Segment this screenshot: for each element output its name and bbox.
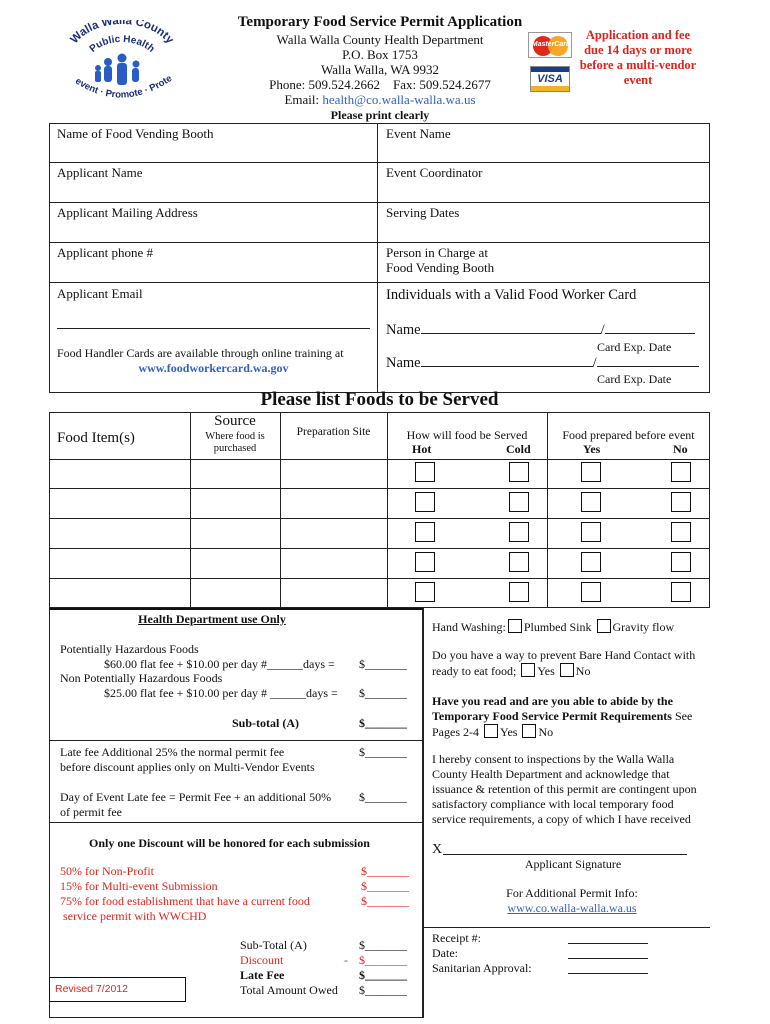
- bare-hand-yes-label: Yes: [537, 664, 555, 678]
- gravity-flow-label: Gravity flow: [612, 620, 675, 634]
- receipt-line[interactable]: [568, 943, 648, 944]
- sanitarian-label: Sanitarian Approval:: [432, 961, 532, 975]
- no-checkbox[interactable]: [671, 522, 691, 542]
- date-line[interactable]: [568, 958, 648, 959]
- foods-heading: Please list Foods to be Served: [260, 389, 499, 410]
- consent-text: [432, 752, 697, 827]
- col-yes: Yes: [583, 442, 601, 456]
- person-in-charge-field[interactable]: [386, 245, 494, 275]
- booth-name-field[interactable]: Name of Food Vending Booth: [57, 126, 214, 141]
- additional-info-label: For Additional Permit Info:: [506, 886, 638, 900]
- city: Walla Walla, WA 9932: [320, 62, 439, 77]
- disc-nonprofit: 50% for Non-Profit: [60, 864, 154, 878]
- discount-minus: -: [344, 953, 348, 967]
- card-exp-label-2: Card Exp. Date: [597, 372, 672, 386]
- visa-logo: [530, 66, 570, 92]
- hot-checkbox[interactable]: [415, 522, 435, 542]
- cold-checkbox[interactable]: [509, 462, 529, 482]
- disc-current-permit: 75% for food establishment that have a current food: [60, 894, 310, 908]
- yes-checkbox[interactable]: [581, 552, 601, 572]
- late-line1: Late fee Additional 25% the normal permit fee: [60, 745, 285, 759]
- notice-line2: due 14 days or more: [584, 43, 692, 57]
- bare-hand-line2: ready to eat food;: [432, 664, 517, 678]
- no-checkbox[interactable]: [671, 552, 691, 572]
- no-checkbox[interactable]: [671, 492, 691, 512]
- serving-dates-field[interactable]: Serving Dates: [386, 205, 460, 220]
- abide-no-checkbox[interactable]: [522, 724, 536, 738]
- consent-line3: issuance & retention of this permit are contingent upon: [432, 782, 697, 796]
- discount-label: Discount: [240, 953, 284, 967]
- slash-2: /: [592, 355, 597, 371]
- consent-line4: satisfactory compliance with local temporary food: [432, 797, 674, 811]
- late-fee-amount[interactable]: $_______: [359, 745, 407, 759]
- day-of-text: [60, 790, 331, 820]
- yes-checkbox[interactable]: [581, 522, 601, 542]
- notice-line3: before a multi-vendor: [579, 58, 697, 72]
- totals-amounts: [359, 938, 407, 998]
- permit-info-link[interactable]: www.co.walla-walla.wa.us: [507, 901, 637, 915]
- email-label: Email:: [284, 92, 320, 107]
- county-logo: [60, 20, 182, 110]
- abide-yes-label: Yes: [500, 725, 518, 739]
- nphf-fee: $25.00 flat fee + $10.00 per day # ______days =: [104, 686, 338, 700]
- subtotal-a-label: Sub-total (A): [232, 716, 300, 730]
- abide-yes-checkbox[interactable]: [484, 724, 498, 738]
- consent-line5: service requirements, a copy of which I have received: [432, 812, 691, 826]
- source-sub1: Where food is: [205, 431, 265, 442]
- cold-checkbox[interactable]: [509, 522, 529, 542]
- mastercard-text: MasterCard: [531, 41, 571, 48]
- po-box: P.O. Box 1753: [342, 47, 418, 62]
- email-line: [170, 92, 590, 108]
- disc-amount-2[interactable]: $_______: [361, 879, 409, 893]
- bare-hand-question: [432, 648, 695, 679]
- revised-text: Revised 7/2012: [55, 983, 128, 995]
- consent-line1: I hereby consent to inspections by the Walla Walla: [432, 752, 675, 766]
- subtotal-a-amount[interactable]: $_______: [359, 716, 407, 730]
- subtotal-a2-label: Sub-Total (A): [240, 938, 307, 952]
- day-of-amount[interactable]: $_______: [359, 790, 407, 804]
- total-owed-amount[interactable]: $_______: [359, 983, 407, 997]
- late-fee-label: Late Fee: [240, 968, 285, 982]
- sanitarian-line[interactable]: [568, 973, 648, 974]
- plumbed-sink-label: Plumbed Sink: [523, 620, 592, 634]
- no-checkbox[interactable]: [671, 582, 691, 602]
- disc-amount-1[interactable]: $_______: [361, 864, 409, 878]
- receipt-label: Receipt #:: [432, 931, 481, 945]
- yes-checkbox[interactable]: [581, 582, 601, 602]
- totals-labels: [240, 938, 338, 998]
- hand-washing-row: [432, 619, 674, 635]
- phf-amount[interactable]: $_______: [359, 657, 407, 671]
- cold-checkbox[interactable]: [509, 492, 529, 512]
- event-coordinator-field[interactable]: Event Coordinator: [386, 165, 483, 180]
- pic-line1: Person in Charge at: [386, 245, 488, 260]
- discount-list: [60, 864, 310, 924]
- dept-use-title: Health Department use Only: [138, 612, 286, 626]
- fax-text: Fax: 509.524.2677: [393, 77, 491, 92]
- individuals-heading: Individuals with a Valid Food Worker Card: [386, 287, 637, 303]
- no-checkbox[interactable]: [671, 462, 691, 482]
- phone-text: Phone: 509.524.2662: [269, 77, 380, 92]
- late-fee-total-amount[interactable]: $_______: [359, 968, 407, 982]
- yes-checkbox[interactable]: [581, 462, 601, 482]
- abide-pages: Pages 2-4: [432, 725, 479, 739]
- col-source-sub: [190, 431, 280, 455]
- email-link[interactable]: health@co.walla-walla.wa.us: [322, 92, 476, 107]
- signature-label: Applicant Signature: [524, 857, 622, 871]
- visa-text: VISA: [537, 73, 563, 85]
- discount-title: Only one Discount will be honored for each submission: [89, 836, 370, 850]
- disc-current-permit-2: service permit with WWCHD: [63, 909, 207, 923]
- plumbed-sink-checkbox[interactable]: [508, 619, 522, 633]
- disc-amount-3[interactable]: $_______: [361, 894, 409, 908]
- notice-line1: Application and fee: [585, 28, 691, 42]
- logo-graphic: [60, 20, 182, 110]
- bare-hand-no-checkbox[interactable]: [560, 663, 574, 677]
- signature-x: X: [432, 842, 443, 857]
- abide-line1: Have you read and are you able to abide by the: [432, 694, 673, 708]
- logo-arc-top: Walla Walla County: [68, 20, 176, 47]
- svg-text:Public Health: [88, 34, 157, 55]
- disc-multievent: 15% for Multi-event Submission: [60, 879, 218, 893]
- cold-checkbox[interactable]: [509, 552, 529, 572]
- applicant-phone-field[interactable]: Applicant phone #: [57, 245, 154, 260]
- discount-amount[interactable]: $_______: [359, 953, 407, 967]
- col-prepared-before: Food prepared before event: [562, 428, 695, 442]
- date-label: Date:: [432, 946, 458, 960]
- phf-label: Potentially Hazardous Foods: [60, 642, 199, 656]
- col-cold: Cold: [506, 442, 531, 456]
- nphf-label: Non Potentially Hazardous Foods: [60, 671, 223, 685]
- col-source: Source: [214, 413, 256, 429]
- bare-hand-line1: Do you have a way to prevent Bare Hand Contact with: [432, 648, 696, 662]
- name-label-1: Name: [386, 322, 421, 338]
- print-clearly: Please print clearly: [330, 108, 430, 122]
- mastercard-logo: [528, 32, 572, 58]
- col-food-item: Food Item(s): [57, 430, 135, 446]
- notice-line4: event: [623, 73, 653, 87]
- bare-hand-yes-checkbox[interactable]: [521, 663, 535, 677]
- gravity-flow-checkbox[interactable]: [597, 619, 611, 633]
- abide-line2: Temporary Food Service Permit Requirements: [432, 709, 672, 723]
- col-no: No: [673, 442, 688, 456]
- applicant-email-field[interactable]: Applicant Email: [57, 286, 143, 301]
- hot-checkbox[interactable]: [415, 552, 435, 572]
- form-title: Temporary Food Service Permit Application: [237, 14, 523, 30]
- late-line2: before discount applies only on Multi-Vendor Events: [60, 760, 315, 774]
- cold-checkbox[interactable]: [509, 582, 529, 602]
- card-exp-label-1: Card Exp. Date: [597, 340, 672, 354]
- hot-checkbox[interactable]: [415, 462, 435, 482]
- hot-checkbox[interactable]: [415, 492, 435, 512]
- total-owed-label: Total Amount Owed: [240, 983, 338, 997]
- source-sub2: purchased: [213, 443, 257, 454]
- phf-fee: $60.00 flat fee + $10.00 per day #______days =: [104, 657, 335, 671]
- col-prep-site: Preparation Site: [296, 426, 371, 438]
- mailing-address-field[interactable]: Applicant Mailing Address: [57, 205, 198, 220]
- revised-box: [49, 977, 186, 1002]
- dayof-line2: of permit fee: [60, 805, 122, 819]
- signature-line[interactable]: [443, 854, 687, 855]
- email-underline[interactable]: [57, 328, 370, 329]
- dept-name: Walla Walla County Health Department: [276, 32, 484, 47]
- late-fee-text: [60, 745, 315, 775]
- bare-hand-no-label: No: [575, 664, 591, 678]
- discount-amounts: [361, 864, 409, 909]
- due-notice: [574, 28, 702, 88]
- pic-line2: Food Vending Booth: [386, 260, 495, 275]
- event-name-field[interactable]: Event Name: [386, 126, 451, 141]
- phone-fax: [170, 77, 590, 93]
- abide-question: [432, 694, 692, 740]
- yes-checkbox[interactable]: [581, 492, 601, 512]
- nphf-amount[interactable]: $_______: [359, 686, 407, 700]
- consent-line2: County Health Department and acknowledge that: [432, 767, 670, 781]
- dayof-line1: Day of Event Late fee = Permit Fee + an additional 50%: [60, 790, 332, 804]
- hot-checkbox[interactable]: [415, 582, 435, 602]
- worker-name-1[interactable]: [386, 322, 695, 339]
- logo-arc-bottom: event · Promote · Prote: [73, 72, 175, 101]
- col-hot: Hot: [412, 442, 432, 456]
- hand-washing-label: Hand Washing:: [432, 620, 506, 634]
- slash-1: /: [600, 322, 605, 338]
- worker-name-2[interactable]: [386, 355, 699, 372]
- applicant-name-field[interactable]: Applicant Name: [57, 165, 143, 180]
- name-label-2: Name: [386, 355, 421, 371]
- subtotal-a2-amount[interactable]: $_______: [359, 938, 407, 952]
- abide-see: See: [674, 709, 693, 723]
- abide-no-label: No: [538, 725, 554, 739]
- handler-card-text: Food Handler Cards are available through online training at: [57, 346, 344, 360]
- handler-card-link[interactable]: www.foodworkercard.wa.gov: [138, 361, 289, 375]
- col-served: How will food be Served: [406, 428, 528, 442]
- logo-arc-mid: Public Health: [87, 33, 157, 55]
